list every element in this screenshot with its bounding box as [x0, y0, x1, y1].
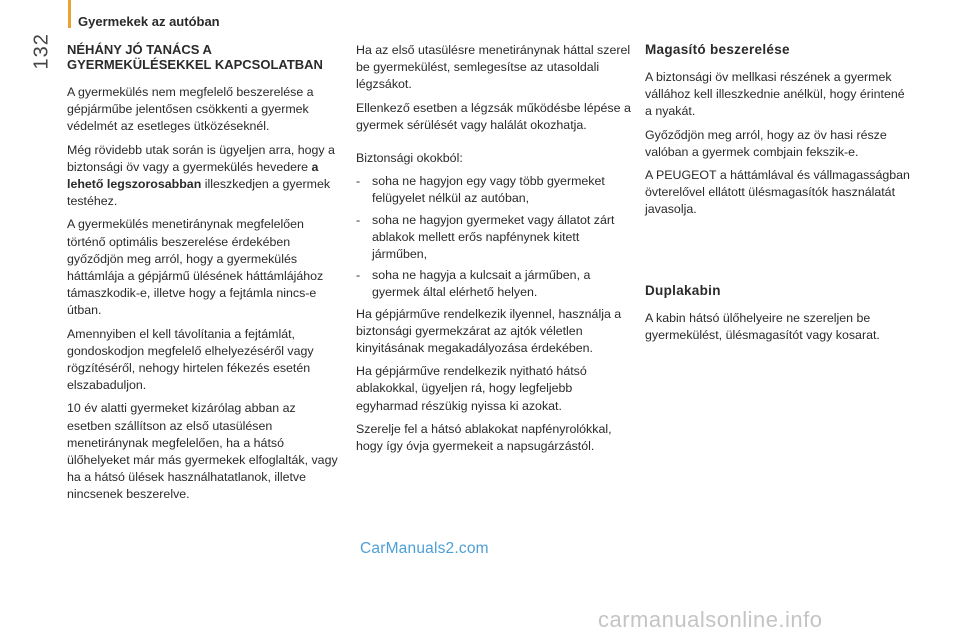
paragraph: A gyermekülés nem megfelelő beszerelése a gépjárműbe jelentősen csökkenti a gyermek védelmét az esetleges ütközéseknél. — [67, 85, 314, 134]
double-cab-heading: Duplakabin — [645, 282, 721, 298]
advice-heading-line2: GYERMEKÜLÉSEKKEL KAPCSOLATBAN — [67, 57, 323, 72]
paragraph: A PEUGEOT a háttámlával és vállmagasságban övterelővel ellátott ülésmagasítók használatát javasolja. — [645, 168, 910, 217]
column-booster — [645, 42, 913, 350]
section-accent-bar — [68, 0, 71, 28]
carmanuals-watermark[interactable]: CarManuals2.com — [360, 540, 489, 557]
paragraph: Ha gépjárműve rendelkezik nyitható hátsó ablakokkal, ügyeljen rá, hogy legfeljebb egyharmad részükig nyissa ki azokat. — [356, 364, 587, 413]
safety-list — [356, 173, 634, 301]
column-advice — [67, 42, 342, 510]
paragraph: Ha az első utasülésre menetiránynak háttal szerel be gyermekülést, semlegesítse az utasoldali légzsákot. — [356, 43, 631, 92]
list-item: - soha ne hagyjon gyermeket vagy állatot zárt ablakok mellett erős napfénynek kitett járműben, — [356, 212, 634, 264]
paragraph: Szerelje fel a hátsó ablakokat napfényrolókkal, hogy így óvja gyermekeit a napsugárzástól. — [356, 421, 612, 454]
safety-list-title: Biztonsági okokból: — [356, 151, 463, 166]
paragraph: A gyermekülés menetiránynak megfelelően történő optimális beszerelése érdekében győződjön meg arról, hogy a gyermekülés háttámlája a gépjármű ülésének háttámlájához támaszkodik-e, illetve hogy a fejtámla nincs-e útban. — [67, 217, 324, 318]
paragraph: Ellenkező esetben a légzsák működésbe lépése a gyermek sérülését vagy halálát okozhatja. — [356, 100, 631, 132]
paragraph: Ha gépjárműve rendelkezik ilyennel, használja a biztonsági gyermekzárat az ajtók véletlen kinyitásának megakadályozása érdekében. — [356, 306, 622, 356]
page-number: 132 — [30, 33, 53, 70]
list-item: - soha ne hagyjon egy vagy több gyermeket felügyelet nélkül az autóban, — [356, 173, 634, 207]
paragraph-belt-tightness: Még rövidebb utak során is ügyeljen arra, hogy a biztonsági öv vagy a gyermekülés hevedere a lehető legszorosabban illeszkedjen a gyermek testéhez. — [67, 142, 335, 209]
paragraph: 10 év alatti gyermeket kizárólag abban az esetben szállítson az első utasülésen menetiránynak megfelelően, ha a hátsó ülőhelyeket már más gyermekek elfoglalták, vagy ha a hátsó ülések használhatatlanok, illetve nincsenek beszerelve. — [67, 401, 338, 502]
list-item: - soha ne hagyja a kulcsait a járműben, a gyermek által elérhető helyen. — [356, 267, 634, 301]
paragraph: Amennyiben el kell távolítania a fejtámlát, gondoskodjon megfelelő elhelyezéséről vagy rögzítéséről, nehogy hirtelen fékezés esetén elszabaduljon. — [67, 326, 314, 393]
paragraph: A kabin hátsó ülőhelyeire ne szereljen be gyermekülést, ülésmagasítót vagy kosarat. — [645, 310, 880, 342]
advice-heading — [67, 42, 342, 72]
booster-heading: Magasító beszerelése — [645, 42, 790, 57]
paragraph: Győződjön meg arról, hogy az öv hasi része valóban a gyermek combjain fekszik-e. — [645, 127, 887, 159]
section-title: Gyermekek az autóban — [78, 14, 220, 29]
advice-heading-line1: NÉHÁNY JÓ TANÁCS A — [67, 42, 212, 57]
paragraph: A biztonsági öv mellkasi részének a gyermek vállához kell illeszkednie anélkül, hogy érintené a nyakát. — [645, 70, 905, 119]
emphasis-text: a lehető legszorosabban — [67, 159, 319, 192]
carmanualsonline-watermark[interactable]: carmanualsonline.info — [598, 607, 823, 632]
column-safety — [356, 42, 634, 461]
